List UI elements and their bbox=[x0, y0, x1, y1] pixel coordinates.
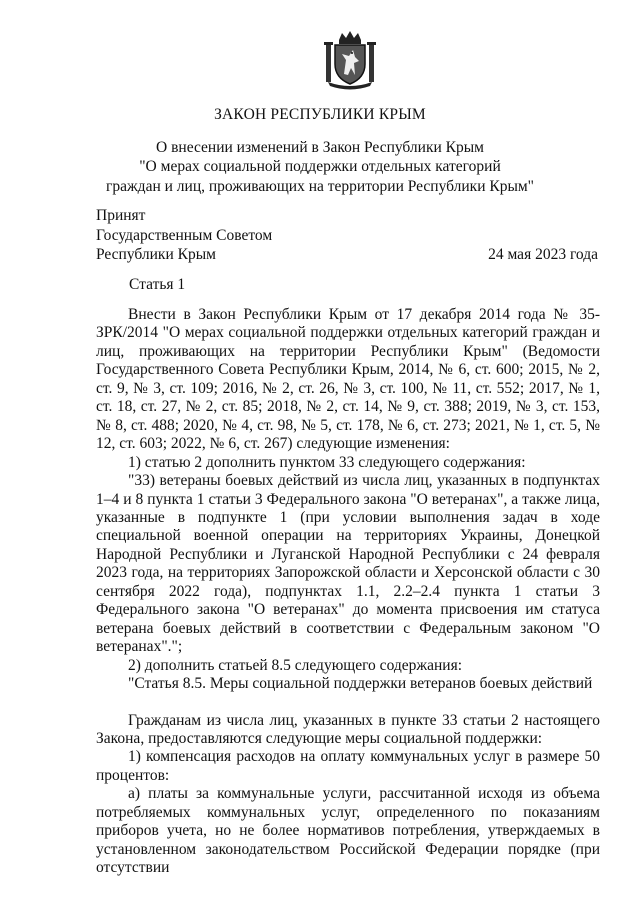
adoption-line: Государственным Советом bbox=[96, 226, 273, 244]
subtitle-line: граждан и лиц, проживающих на территории Республики Крым" bbox=[105, 177, 535, 195]
subtitle-line: О внесении изменений в Закон Республики Крым bbox=[156, 139, 484, 156]
document-body bbox=[96, 306, 600, 878]
paragraph-compensation: 1) компенсация расходов на оплату коммунальных услуг в размере 50 процентов: bbox=[96, 748, 600, 784]
article-heading: Статья 1 bbox=[129, 276, 186, 293]
spacer bbox=[96, 694, 600, 712]
paragraph-utility-fee: а) платы за коммунальные услуги, рассчитанной исходя из объема потребляемых коммунальных услуг, определенного по показаниям приборов учета, но не более нормативов потребления, утверждаемых в установленном законодательством Российской Федерации порядке (при отсутствии bbox=[96, 785, 600, 877]
law-title: ЗАКОН РЕСПУБЛИКИ КРЫМ bbox=[214, 106, 426, 123]
paragraph-item-1: 1) статью 2 дополнить пунктом 33 следующего содержания: bbox=[128, 453, 526, 471]
adoption-line: Принят bbox=[96, 207, 146, 224]
subtitle-line: "О мерах социальной поддержки отдельных категорий bbox=[139, 158, 501, 176]
adoption-line: Республики Крым bbox=[96, 246, 216, 263]
paragraph-item-33: "33) ветераны боевых действий из числа лиц, указанных в подпунктах 1–4 и 8 пункта 1 статьи 3 Федерального закона "О ветеранах", а также лица, указанные в подпункте 1 (при условии выполнения задач в ходе специальной военной операции на территориях Украины, Донецкой Народной Республики и Луганской Народной Республики с 24 февраля 2023 года, на территориях Запорожской области и Херсонской области с 30 сентября 2022 года), подпунктах 1.1, 2.2–2.4 пункта 1 статьи 3 Федерального закона "О ветеранах" до момента присвоения им статуса ветерана боевых действий в соответствии с Федеральным законом "О ветеранах"."; bbox=[96, 472, 600, 656]
crimea-coat-of-arms-icon bbox=[322, 30, 378, 90]
law-subtitle bbox=[0, 138, 640, 196]
paragraph-measures-intro: Гражданам из числа лиц, указанных в пункте 33 статьи 2 настоящего Закона, предоставляются следующие меры социальной поддержки: bbox=[96, 711, 600, 747]
adoption-block bbox=[96, 206, 272, 265]
paragraph-amendments: Внести в Закон Республики Крым от 17 декабря 2014 года № 35-ЗРК/2014 "О мерах социальной поддержки отдельных категорий граждан и лиц, проживающих на территории Республики Крым" (Ведомости Государственного Совета Республики Крым, 2014, № 6, ст. 600; 2015, № 2, ст. 9, № 3, ст. 109; 2016, № 2, ст. 26, № 3, ст. 100, № 11, ст. 552; 2017, № 1, ст. 18, ст. 27, № 2, ст. 85; 2018, № 2, ст. 14, № 9, ст. 388; 2019, № 3, ст. 153, № 8, ст. 488; 2020, № 4, ст. 98, № 5, ст. 178, № 6, ст. 273; 2021, № 1, ст. 5, № 12, ст. 603; 2022, № 6, ст. 267) следующие изменения: bbox=[96, 306, 600, 453]
adoption-date: 24 мая 2023 года bbox=[488, 246, 598, 263]
paragraph-item-2: 2) дополнить статьей 8.5 следующего содержания: bbox=[128, 656, 462, 674]
paragraph-article-8-5-title: "Статья 8.5. Меры социальной поддержки ветеранов боевых действий bbox=[128, 675, 593, 693]
